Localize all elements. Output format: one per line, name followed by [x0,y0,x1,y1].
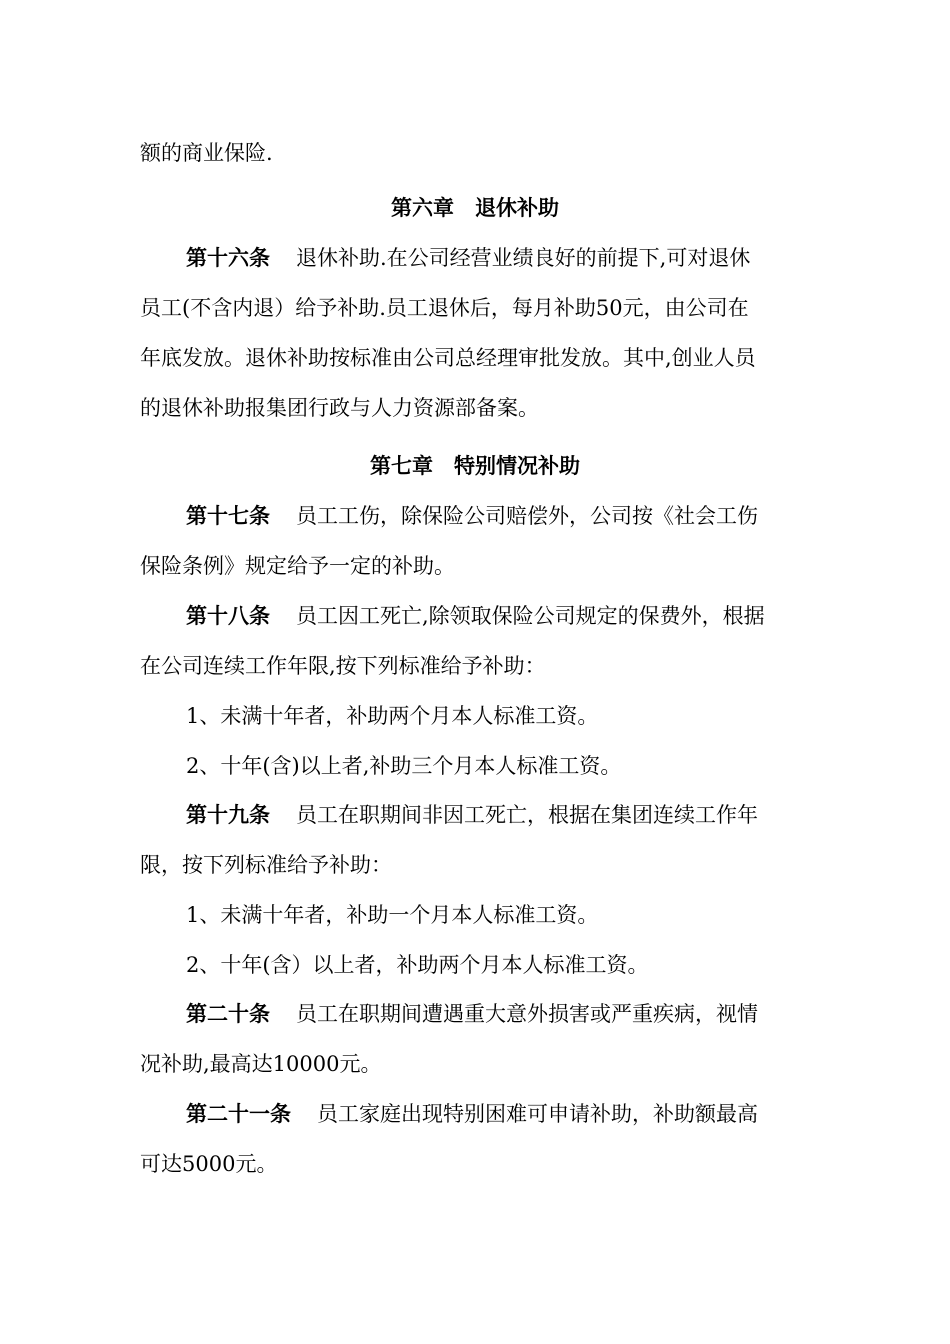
article-21-label: 第二十一条 [186,1102,291,1126]
paragraph-line: 在公司连续工作年限,按下列标准给予补助： [140,654,546,678]
article-17-text: 员工工伤，除保险公司赔偿外，公司按《社会工伤 [296,504,758,528]
list-item: 2、十年(含）以上者，补助两个月本人标准工资。 [186,953,649,977]
article-21-first-line [186,1099,758,1129]
article-17-first-line [186,501,758,531]
article-18-label: 第十八条 [186,604,270,628]
paragraph-line: 的退休补助报集团行政与人力资源部备案。 [140,396,539,420]
list-item: 1、未满十年者，补助两个月本人标准工资。 [186,704,599,728]
paragraph-line: 况补助,最高达10000元。 [140,1052,382,1076]
article-18-first-line [186,601,765,631]
paragraph-line: 保险条例》规定给予一定的补助。 [140,554,455,578]
article-19-first-line [186,800,758,830]
article-21-text: 员工家庭出现特别困难可申请补助，补助额最高 [317,1102,758,1126]
list-item: 2、十年(含)以上者,补助三个月本人标准工资。 [186,754,622,778]
paragraph-line: 年底发放。退休补助按标准由公司总经理审批发放。其中,创业人员 [140,346,756,370]
article-16-first-line [186,243,750,273]
article-18-text: 员工因工死亡,除领取保险公司规定的保费外，根据 [296,604,765,628]
article-20-first-line [186,999,758,1029]
list-item: 1、未满十年者，补助一个月本人标准工资。 [186,903,599,927]
article-17-label: 第十七条 [186,504,270,528]
paragraph-line: 额的商业保险. [140,141,273,165]
paragraph-line: 可达5000元。 [140,1152,278,1176]
article-20-label: 第二十条 [186,1002,270,1026]
paragraph-line: 限，按下列标准给予补助： [140,853,392,877]
chapter-6-heading: 第六章 退休补助 [391,196,559,220]
article-19-label: 第十九条 [186,803,270,827]
paragraph-line: 员工(不含内退）给予补助.员工退休后，每月补助50元，由公司在 [140,296,749,320]
article-20-text: 员工在职期间遭遇重大意外损害或严重疾病，视情 [296,1002,758,1026]
chapter-7-heading: 第七章 特别情况补助 [370,454,580,478]
article-16-text: 退休补助.在公司经营业绩良好的前提下,可对退休 [296,246,751,270]
article-19-text: 员工在职期间非因工死亡，根据在集团连续工作年 [296,803,758,827]
article-16-label: 第十六条 [186,246,270,270]
